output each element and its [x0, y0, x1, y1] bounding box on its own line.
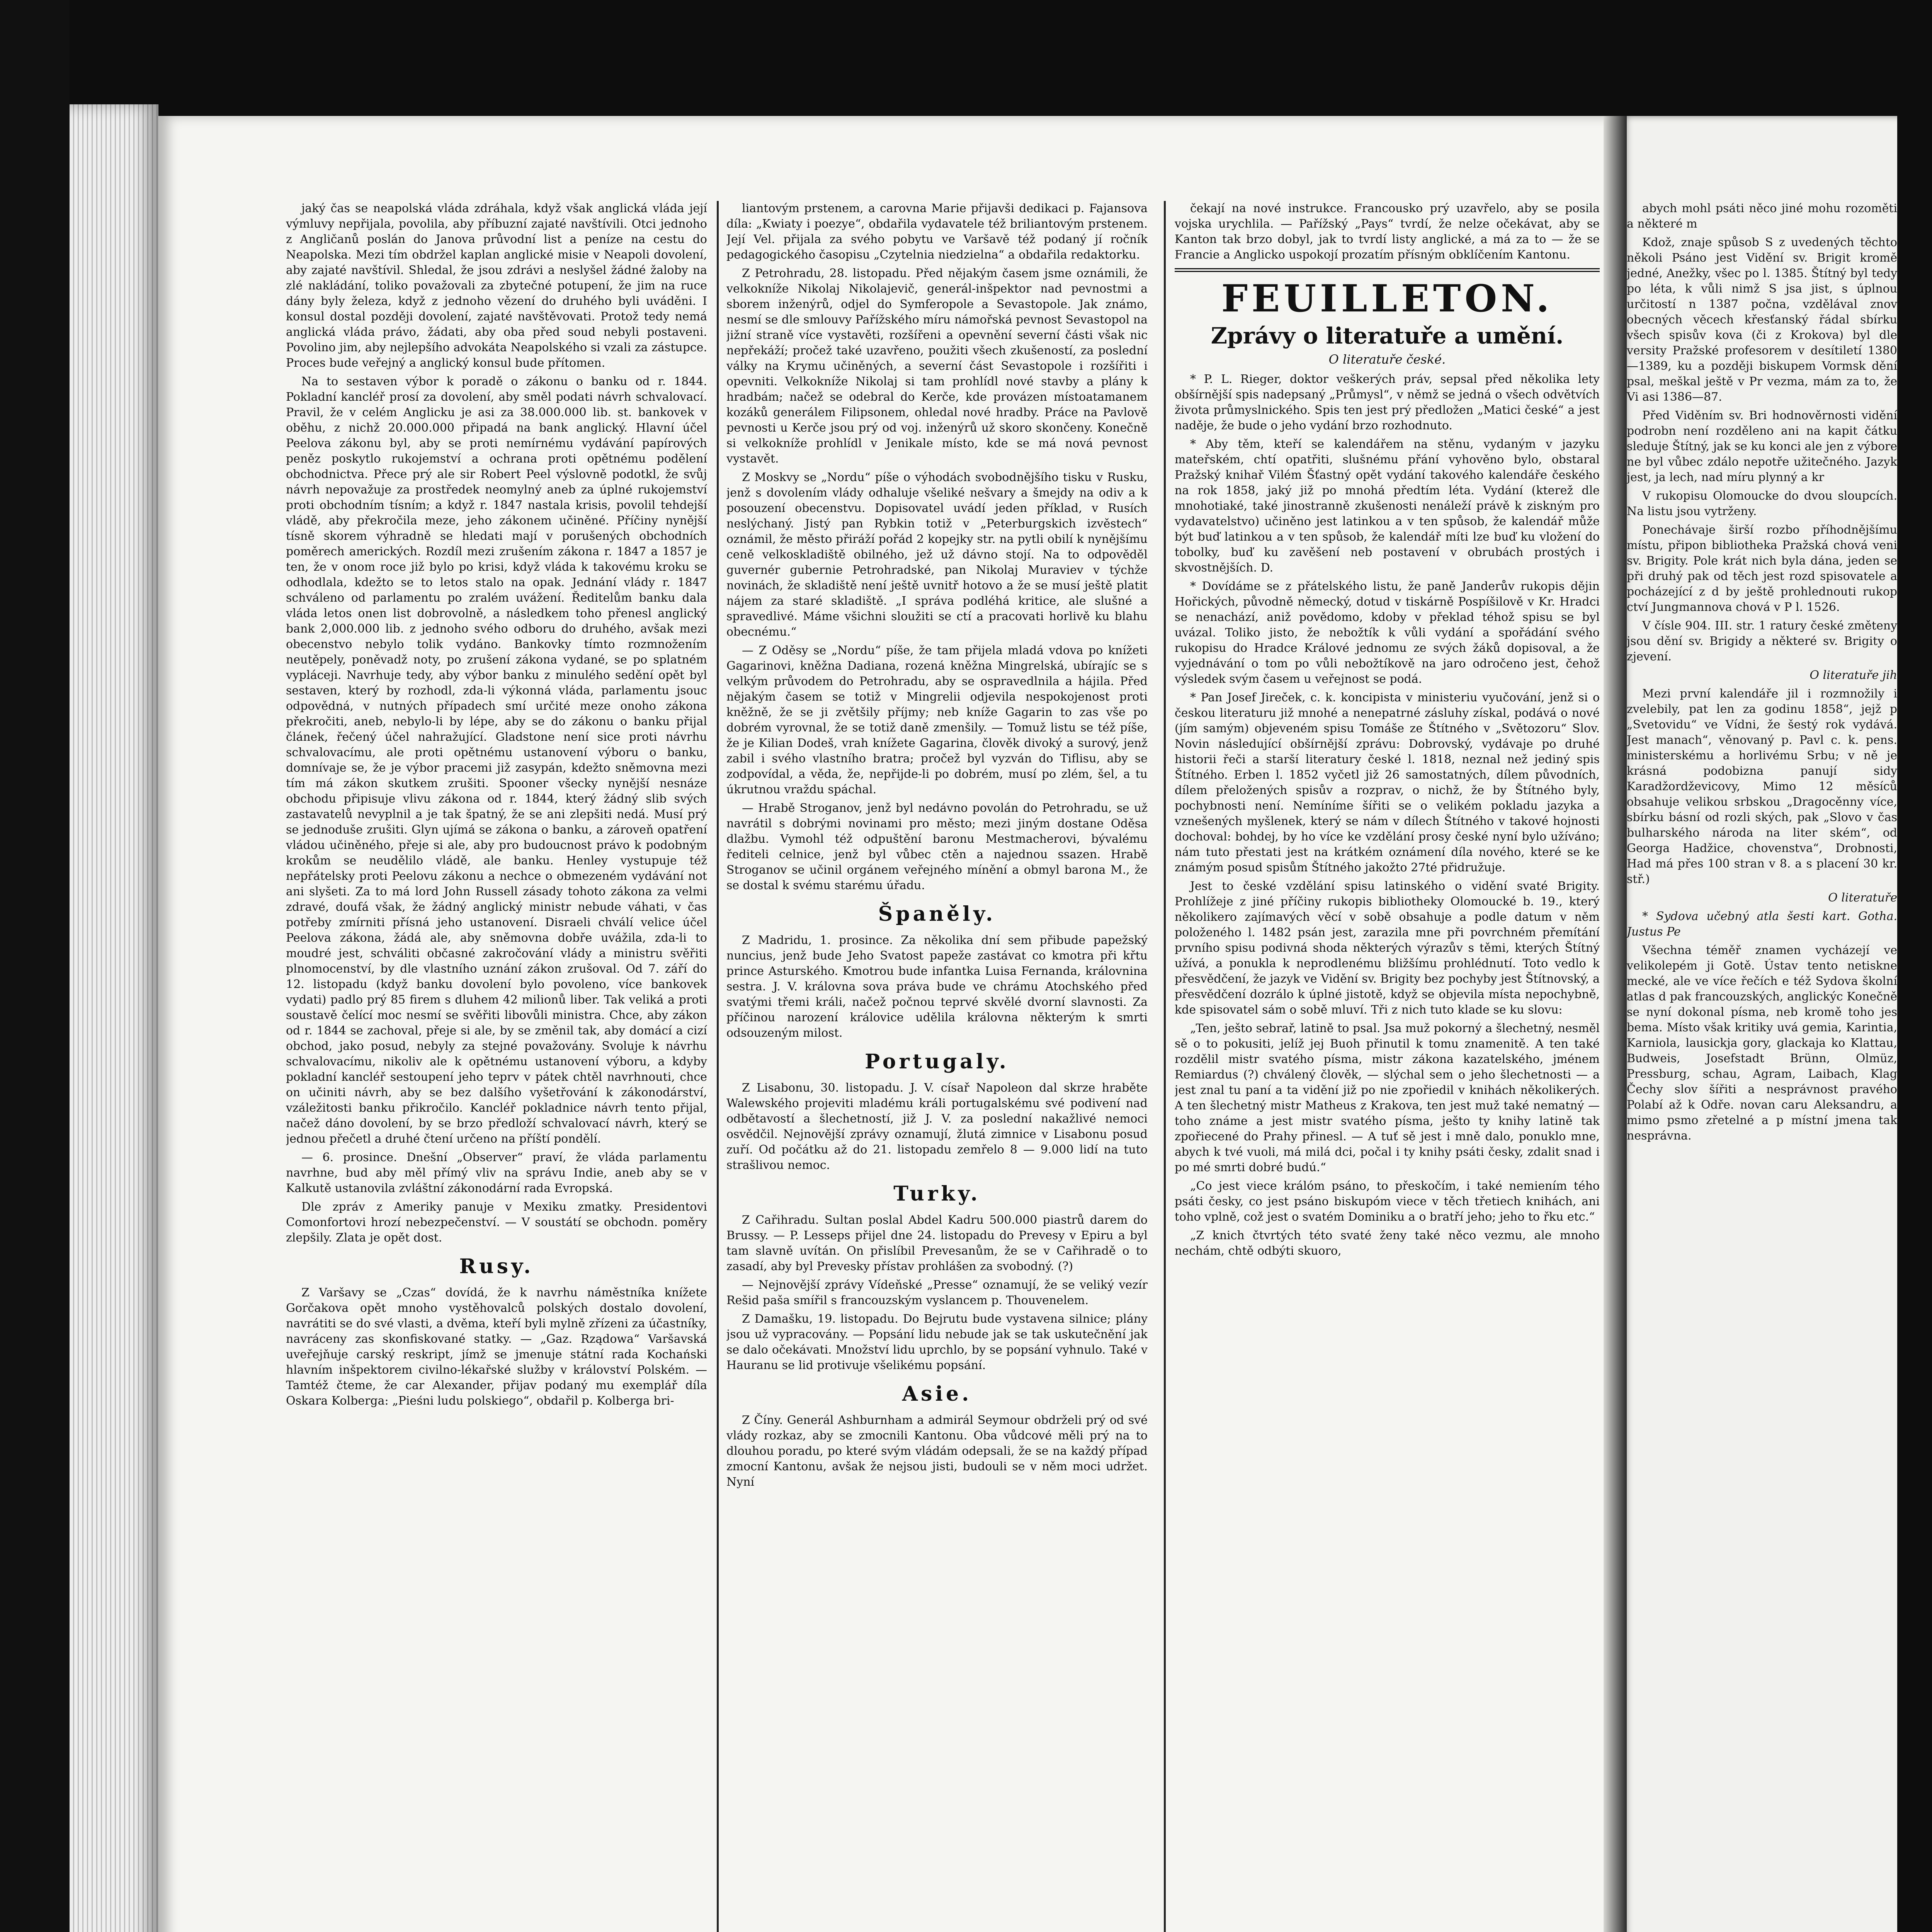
paragraph: Ponechávaje širší rozbo příhodnějšímu místu, připon bibliotheka Pražská chová veni sv. Brigity. Pole krát nich byla dána, jeden se při druhý pak od těch jest rozd spisovatele a pocházející z d by ještě prohlednouti rukop ctví Jungmannova chová v P l. 1526.: [1627, 523, 1897, 614]
feuilleton-heading: FEUILLETON.: [1175, 268, 1600, 320]
paragraph: — Z Oděsy se „Nordu“ píše, že tam přijela mladá vdova po knížeti Gagarinovi, kněžna Dadiana, rozená kněžna Mingrelská, ubírajíc se s velkým průvodem do Petrohradu, aby se ospravedlnila a hájila. Před nějakým časem se totiž v Mingrelii odjevila nespokojenost proti kněžně, že se ji zvětšily příjmy; neb kníže Gagarin to zas vše po dobrém vyrovnal, že se totiž daně zmenšily. — Tomuž listu se též píše, že je Kilian Dodeš, vrah knížete Gagarina, člověk divoký a surový, jenž zabil i svého vlastního bratra; pročež byl vyzván do Tiflisu, aby se zodpovídal, a věda, že, nepřijde-li po dobrém, musí po zlém, šel, a tu úkrutnou vraždu spáchal.: [726, 644, 1148, 796]
paragraph: abych mohl psáti něco jiné mohu rozoměti a některé m: [1627, 202, 1897, 231]
paragraph: čekají na nové instrukce. Francousko prý uzavřelo, aby se posila vojska urychlila. — Pařížský „Pays“ tvrdí, že nelze očekávat, aby se Kanton tak brzo dobyl, jak to tvrdí listy anglické, a má za to — že se Francie a Anglicko uspokojí prozatím přísným obklíčením Kantonu.: [1175, 202, 1600, 262]
paragraph: „Ten, ješto sebrař, latině to psal. Jsa muž pokorný a šlechetný, nesměl sě o to pokusiti, jelíž jej Buoh přinutil k tomu znamenitě. A ten také rozdělil mistr svatého písma, mistr zákona kazatelského, jménem Remiardus (?) chválený člověk, — slýchal sem o jeho šlechetnosti — a jest znal tu paní a ta vidění již po nie zpořiedil v knihách několikerých. A ten šlechetný mistr Matheus z Krakova, ten jest muž také nematný — toho známe a jest mistr svatého písma, ješto ty knihy latině tak zpořiecené do Prahy přinesl. — A tuť sě jest i mně dalo, ponuklo mne, abych k tvé vuoli, má milá dci, počal i ty knihy psáti česky, zdalit snad i po mé smrti dobré budú.“: [1175, 1022, 1600, 1174]
paragraph: Jest to české vzdělání spisu latinského o vidění svaté Brigity. Prohlížeje z jiné příčiny rukopis bibliotheky Olomoucké b. 19., který několikero zajímavých věcí v sobě obsahuje a podle datum v něm položeného l. 1482 psán jest, zarazila mne při povrchném přemítání prvního spisu podivná shoda některých výrazův s těmi, kterých Štítný užívá, a ponukla k neprodlenému bližšímu prohlédnutí. Toto vedlo k přesvědčení, že jazyk ve Vidění sv. Brigity bez pochyby jest Štítnovský, a přesvědčení dozrálo k úplné jistotě, když se objevila místa nepochybně, kde spisovatel sám o sobě mluví. Tři z nich tuto klade se ku slovu:: [1175, 879, 1600, 1017]
paragraph: Dle zpráv z Ameriky panuje v Mexiku zmatky. Presidentovi Comonfortovi hrozí nebezpečenství. — V soustátí se obchodn. poměry zlepšily. Zlata je opět dost.: [286, 1200, 707, 1245]
column-1: [286, 201, 707, 1932]
paragraph: liantovým prstenem, a carovna Marie přijavši dedikaci p. Fajansova díla: „Kwiaty i poezye“, obdařila vydavatele též briliantovým prstenem. Její Vel. přijala za svého pobytu ve Varšavě též podaný jí ročník pedagogického časopisu „Czytelnia niedzielna“ a obdařila redaktorku.: [726, 202, 1148, 262]
book-binding-shadow: [0, 0, 70, 1932]
paragraph: * Dovídáme se z přátelského listu, že paně Janderův rukopis dějin Hořických, původně německý, dotud v tiskárně Pospíšilově v Kr. Hradci se nenachází, aniž povědomo, kdoby v překlad téhož spisu se byl uvázal. Toliko jisto, že nebožtík k vůli vydání a spořádání svého rukopisu do Hradce Králové jednomu ze svých žáků dopisoval, a že vyjednávání o tom po vůli nebožtíkově na jaro odročeno jest, čehož výsledek svým časem u veřejnost se podá.: [1175, 580, 1600, 686]
paragraph: Z Číny. Generál Ashburnham a admirál Seymour obdrželi prý od své vlády rozkaz, aby se zmocnili Kantonu. Oba vůdcové měli prý na to dlouhou poradu, po které svým vládám odepsali, že se na každý případ zmocní Kantonu, avšak že nejsou jisti, budouli se v něm moci udržet. Nyní: [726, 1413, 1148, 1489]
paragraph: Z Madridu, 1. prosince. Za několika dní sem přibude papežský nuncius, jenž bude Jeho Svatost papeže zastávat co kmotra při křtu prince Asturského. Kmotrou bude infantka Luisa Fernanda, královnina sestra. J. V. královna sova práva bude ve chrámu Atochského před svatými třemi králi, načež počnou teprvé skvělé dvorní slavnosti. Za příčinou narození královice udělila královna některým k smrti odsouzeným milost.: [726, 934, 1148, 1040]
paragraph: * Pan Josef Jireček, c. k. koncipista v ministeriu vyučování, jenž si o českou literaturu již mnohé a nenepatrné zásluhy získal, podává o nové (jím samým) objeveném spisu Tomáše ze Štítného v „Světozoru“ Slov. Novin následující obšírnější zprávu: Dobrovský, vydávaje po druhé historii řeči a starší literatury české l. 1818, neznal než jediný spis Štítného. Erben l. 1852 vyčetl již 26 samostatných, dílem původních, dílem přeložených spisův a rozprav, o nichž, že by Štítného byly, pochybnosti není. Nemíníme šířiti se o velikém pokladu jazyka a vznešených myšlenek, který se nám v dílech Štítného v takové hojnosti dochoval: bohdej, by ho více ke vzdělání prosy české nyní bylo užíváno; nám tuto přestati jest na krátkém oznámení díla nového, které se ke známým posud spisům Štítného jakožto 27té přidružuje.: [1175, 691, 1600, 874]
column-3: [1175, 201, 1600, 1932]
paragraph: O literatuře jih: [1810, 668, 1897, 682]
feuilleton-subheading: Zprávy o literatuře a umění.: [1211, 323, 1564, 349]
paragraph: * P. L. Rieger, doktor veškerých práv, sepsal před několika lety obšírnější spis nadepsaný „Průmysl“, v němž se jedná o všech odvětvích života průmyslnického. Spis ten jest prý předložen „Matici české“ a jest naděje, že bude o jeho vydání brzo rozhodnuto.: [1175, 372, 1600, 432]
paragraph: Z Damašku, 19. listopadu. Do Bejrutu bude vystavena silnice; plány jsou už vypracovány. — Popsání lidu nebude jak se tak uskutečnění jak se dalo očekávati. Množství lidu uprchlo, by se popsání vyhnulo. Také v Hauranu se lid protivuje všelikému popsání.: [726, 1312, 1148, 1372]
paragraph: „Co jest viece králóm psáno, to přeskočím, i také nemiením tého psáti česky, co jest psáno biskupóm viece v těch třetiech knihách, ani toho vplně, což jest o svatém Dominiku a o bratří jeho; jeho to řku etc.“: [1175, 1179, 1600, 1224]
gutter-shadow: [1604, 116, 1627, 1932]
paragraph: „Z knich čtvrtých této svaté ženy také něco vezmu, ale mnoho nechám, chtě odbýti skuoro,: [1175, 1229, 1600, 1258]
section-heading-rusy: Rusy.: [459, 1255, 534, 1278]
paragraph: O literatuře: [1828, 891, 1897, 905]
paragraph: Z Varšavy se „Czas“ dovídá, že k navrhu náměstníka knížete Gorčakova opět mnoho vystěhovalců polských dostalo dovolení, navrátiti se do své vlasti, a dvěma, kteří byli mylně zřízeni za účastníky, navráceny zas skonfiskované statky. — „Gaz. Rządowa“ Varšavská uveřejňuje carský reskript, jímž se jmenuje státní rada Kochański hlavním inšpektorem civilno-lékařské služby v království Polském. — Tamtéž čteme, že car Alexander, přijav podaný mu exemplář díla Oskara Kolberga: „Pieśni ludu polskiego“, obdařil p. Kolberga bri-: [286, 1286, 707, 1408]
section-heading-portugaly: Portugaly.: [865, 1050, 1009, 1073]
column-rule: [717, 201, 719, 1932]
section-heading-asie: Asie.: [902, 1382, 972, 1406]
paragraph: Před Viděním sv. Bri hodnověrnosti vidění podrobn není rozděleno ani na kapit čátku sleduje Štítný, jak se ku konci ale jen z výbore ne byl vůbec zdálo nepotře užitečného. Jazyk jest, ja lech, nad míru plynný a kr: [1627, 409, 1897, 484]
paragraph: — Hrabě Stroganov, jenž byl nedávno povolán do Petrohradu, se už navrátil s dobrými novinami pro město; mezi jiným dostane Oděsa dlažbu. Vymohl též odpuštění baronu Mestmacherovi, bývalému řediteli celnice, jenž byl vůbec ctěn a najednou ssazen. Hrabě Stroganov se učinil orgánem veřejného mínění a obmyl barona M., že se dostal k svému starému úřadu.: [726, 801, 1148, 892]
paragraph: jaký čas se neapolská vláda zdráhala, když však anglická vláda její výmluvy nepřijala, povolila, aby příbuzní zajaté navštívili. Otci jednoho z Angličanů poslán do Janova průvodní list a peníze na cestu do Neapolska. Mezi tím obdržel kaplan anglické misie v Neapoli dovolení, aby zajaté navštívil. Shledal, že jsou zdrávi a neslyšel žádné žaloby na zlé nakládání, toliko považovali za zbytečné potupení, že jim na ruce dány byly železa, když z jednoho vězení do druhého byli uváděni. I konsul dostal později dovolení, zajaté navštěvovati. Protož tedy nemá anglická vláda právo, žádati, aby oba před soud nebyli postaveni. Povolino jim, aby nejlepšího advokáta Neapolského si vzali za zástupce. Proces bude veřejný a anglický konsul bude přítomen.: [286, 202, 707, 370]
paragraph: V čísle 904. III. str. 1 ratury české změteny jsou dění sv. Brigidy a některé sv. Brigity o zjevení.: [1627, 619, 1897, 663]
paragraph: V rukopisu Olomoucke do dvou sloupcích. Na listu jsou vytrženy.: [1627, 489, 1897, 518]
column-4-partial: [1627, 201, 1897, 1932]
paragraph: Z Petrohradu, 28. listopadu. Před nějakým časem jsme oznámili, že velkokníže Nikolaj Nikolajevič, generál-inšpektor nad pevnostmi a sborem inženýrů, odjel do Symferopole a Sevastopole. Jak známo, nesmí se dle smlouvy Pařížského míru námořská pevnost Sevastopol na jižní straně více vystavěti, rozšířeni a opevnění severní části však nic nepřekáží; pročež také uzavřeno, použiti všech zkušeností, za poslední války na Krymu učiněných, a severní část Sevastopole i rozšířiti i opevniti. Velkokníže Nikolaj si tam prohlídl nové stavby a plány k hradbám; načež se odebral do Kerče, kde provázen místoatamanem kozáků generálem Filipsonem, ohledal nové hradby. Práce na Pavlově pevnosti u Kerče jsou prý od voj. inženýrů už skoro skončeny. Konečně si velkokníže prohlídl v Jenikale místo, kde se má nová pevnost vystavět.: [726, 267, 1148, 466]
paragraph: Na to sestaven výbor k poradě o zákonu o banku od r. 1844. Pokladní kancléř prosí za dovolení, aby směl podati návrh schvalovací. Pravil, že v celém Anglicku je asi za 38.000.000 lib. st. bankovek v oběhu, z nichž 20.000.000 připadá na bank anglický. Hlavní účel Peelova zákonu byl, aby se proti nemírnému vydávání papírových peněz poskytlo rukojemství a ochrana proti opětnému podělení obchodnictva. Přece prý ale sir Robert Peel výslovně podotkl, že svůj návrh nepovažuje za prostředek neomylný aneb za úplné rukojemství proti obchodním tísním; a když r. 1847 nastala krisis, povolil tehdejší vládě, aby překročila meze, jeho zákonem učiněné. Příčiny nynější tísně skorem výhradně se hledati mají v porušených obchodních poměrech amerických. Rozdíl mezi zrušením zákona r. 1847 a 1857 je ten, že v onom roce již bylo po krisi, když vláda k takovému kroku se odhodlala, kdežto se to letos stalo na opak. Jednání vlády r. 1847 schváleno od parlamentu po zralém uvážení. Ředitelům banku dala vláda letos onen list dobrovolně, a následkem toho přenesl anglický bank 2,000.000 lib. z jednoho svého odboru do druhého, avšak mezi obecenstvo nebylo tolik vydáno. Bankovky tímto rozmnožením neutěpely, poněvadž noty, po zrušení zákona vydané, se po splatném vypláceji. Navrhuje tedy, aby výbor banku z minulého sedění opět byl sestaven, který by rozhodl, zda-li výkonná vláda, parlamentu jsouc odpovědná, v nutných případech smí určité meze onoho zákona překročiti, aneb, nebylo-li by lépe, aby se do zákonu o banku přijal článek, řečený účel nahražující. Gladstone není sice proti návrhu schvalovacímu, ale proti opětnému ustanovení výboru o banku, domnívaje se, že je výbor pracemi již zasypán, kdežto sněmovna mezi tím má zákon skutkem zrušiti. Spooner všecky nynější nesnáze obchodu připisuje vlivu zákona od r. 1844, který žádný slib svých zastavatelů nevyplnil a je tak špatný, že se ani zlepšiti nedá. Musí prý se jednoduše zrušiti. Glyn ujímá se zákona o banku, a zároveň opatření vládou učiněného, přeje si ale, aby pro budoucnost právo k podobným krokům se neudělilo vládě, ale banku. Henley vystupuje též nepřátelsky proti Peelovu zákonu a nechce o obmezeném vydávání not ani slyšeti. Za to má lord John Russell zásady tohoto zákona za velmi zdravé, doufá však, že žádný anglický ministr nebude váhati, v čas potřeby zmírniti přísná jeho ustanovení. Disraeli chválí velice účel Peelova zákona, žádá ale, aby sněmovna dobře uvážila, zda-li to moudré jest, schváliti občasné zakročování vlády a ministru svěřiti plnomocenství, by dle vlastního uznání zákon zrušoval. Od 7. září do 12. listopadu (když banku dovolení bylo povoleno, více bankovek vydati) padlo prý 85 firem s dluhem 42 milionů liber. Tak veliká a proti soustavě čelící moc nesmí se svěřiti libovůli ministra. Chce, aby zákon od r. 1844 se zachoval, přeje si ale, by se změnil tak, aby domácí a cizí obchod, jako posud, nebyly za stejné považovány. Svoluje k návrhu schvalovacímu, nikoliv ale k opětnému ustanovení výboru, a kdyby pokladní kancléř sestoupení jeho teprv v pátek chtěl navrhnouti, chce on učiniti návrh, aby se bez dalšího vyšetřování k zákonodárství, vzáležitosti banku přikročilo. Kancléř pokladnice návrh tento přijal, načež dáno dovolení, by se brzo předloží schvalovací návrh, který se jednou přečetl a druhé čtení určeno na příští pondělí.: [286, 375, 707, 1146]
paragraph: Z Moskvy se „Nordu“ píše o výhodách svobodnějšího tisku v Rusku, jenž s dovolením vlády odhaluje všeliké nešvary a šmejdy na odiv a k posouzení obecenstvu. Dopisovatel uvádí jeden příklad, v Rusích neslýchaný. Jistý pan Rybkin totiž v „Peterburgskich izvěstech“ oznámil, že město přiráží pořád 2 kopejky str. na pytli obilí k nynějšímu ceně velkoskladiště obilného, jež už dávno stojí. Na to odpověděl guvernér gubernie Petrohradské, pan Nikolaj Muraviev v týchže novinách, že skladiště není ještě uvnitř hotovo a že se musí ještě platit nájem za staré skladiště. „I správa podléhá kritice, ale slušné a spravedlivé. Máme všichni sloužiti se ctí a pracovati horlivě ku blahu obecnému.“: [726, 471, 1148, 639]
paragraph: * Sydova učebný atla šesti kart. Gotha. Justus Pe: [1627, 910, 1897, 939]
paragraph: — Nejnovější zprávy Vídeňské „Presse“ oznamují, že se veliký vezír Rešid paša smířil s francouzským vyslancem p. Thouvenelem.: [726, 1278, 1148, 1307]
section-heading-turky: Turky.: [893, 1182, 981, 1206]
paragraph: Z Cařihradu. Sultan poslal Abdel Kadru 500.000 piastrů darem do Brussy. — P. Lesseps přijel dne 24. listopadu do Prevesy v Epiru a byl tam slavně uvítán. On přislíbil Prevesanům, že se v Cařihradě o to zasadí, aby byl Prevesky přístav prohlášen za svobodný. (?): [726, 1213, 1148, 1273]
paragraph: — 6. prosince. Dnešní „Observer“ praví, že vláda parlamentu navrhne, bud aby měl přímý vliv na správu Indie, aneb aby se v Kalkutě ustanovila zvláštní zákonodární rada Evropská.: [286, 1151, 707, 1195]
section-heading-spanely: Španěly.: [878, 902, 996, 926]
paragraph: Z Lisabonu, 30. listopadu. J. V. císař Napoleon dal skrze hraběte Walewského projeviti mladému králi portugalskému své podivení nad odbětavostí a šlechetností, již J. V. za poslední nakažlivé nemoci osvědčil. Nejnovější zprávy oznamují, žlutá zimnice v Lisabonu posud zuří. Od počátku až do 21. listopadu zemřelo 8 — 9.000 lidí na tuto strašlivou nemoc.: [726, 1081, 1148, 1172]
page-edges-stack: [70, 104, 158, 1932]
column-2: [726, 201, 1148, 1932]
column-rule: [1164, 201, 1166, 1932]
paragraph: * Aby těm, kteří se kalendářem na stěnu, vydaným v jazyku mateřském, chtí opatřiti, slušnému přání vyhověno bylo, obstaral Pražský knihař Vilém Šťastný opět vydání takového kalendáře českého na rok 1858, jaký již po mnohá předtím léta. Vydání (kterež dle mnohotiaké, také jinostranně zkušenosti nenáleží právě k ziskným pro vydavatelstvo) učiněno jest latinkou a v ten spůsob, že kalendář může být buď latinkou a v ten spůsob, že kalendář míti lze buď ku vložení do tobolky, buď ku zavěšení neb postavení v obrubách prostých i skvostnějších. D.: [1175, 437, 1600, 575]
paragraph: Mezi první kalendáře jil i rozmnožily i zvelebily, pat len za godinu 1858“, jejž p „Svetovidu“ ve Vídni, že šestý rok vydává. Jest manach“, věnovaný p. Pavl c. k. pens. ministerskému a horlivému Srbu; v ně je krásná podobizna panují sidy Karadžordževicovy, Mimo 12 měsíců obsahuje velikou srbskou „Dragocěnny více, sbírku básní od rozli ských, pak „Slovo v čas bulharského národa na liter ském“, od Georga Hadžice, chovenstva“, Drobnosti, Had má přes 100 stran v 8. a s placení 30 kr. stř.): [1627, 687, 1897, 886]
paragraph: Kdož, znaje spůsob S z uvedených těchto několi Psáno jest Vidění sv. Brigit kromě jedné, Anežky, všec po l. 1385. Štítný byl tedy po léta, k vůli nimž S jsa jist, s úplnou určitostí n 1387 počna, vzdělával znov obecných věcech křesťanský řádal sbírku všech spisův kova (či z Krokova) byl dle versity Pražské profesorem v desítiletí 1380—1389, ku a později biskupem Vormsk dění psal, meškal ještě v Pr vezma, mám za to, že Vi asi 1386—87.: [1627, 236, 1897, 404]
feuilleton-section-title: O literatuře české.: [1328, 352, 1446, 367]
paragraph: Všechna téměř znamen vycházejí ve velikolepém ji Gotě. Ústav tento netiskne mecké, ale ve více řečích e též Sydova školní atlas d pak francouzských, anglickýc Konečně se nyní dokonal písma, neb kromě toho jes bema. Místo však kritiky uvá gemia, Karintia, Karniola, lausickja gory, glackaja ko Klattau, Budweis, Josefstadt Brünn, Olmüz, Pressburg, schau, Agram, Laibach, Klag Čechy slov šířiti a nesprávnost pravého Polabí až k Odře. novan caru Aleksandru, a mimo psmo zřetelné a p místní jmena tak nesprávna.: [1627, 944, 1897, 1143]
